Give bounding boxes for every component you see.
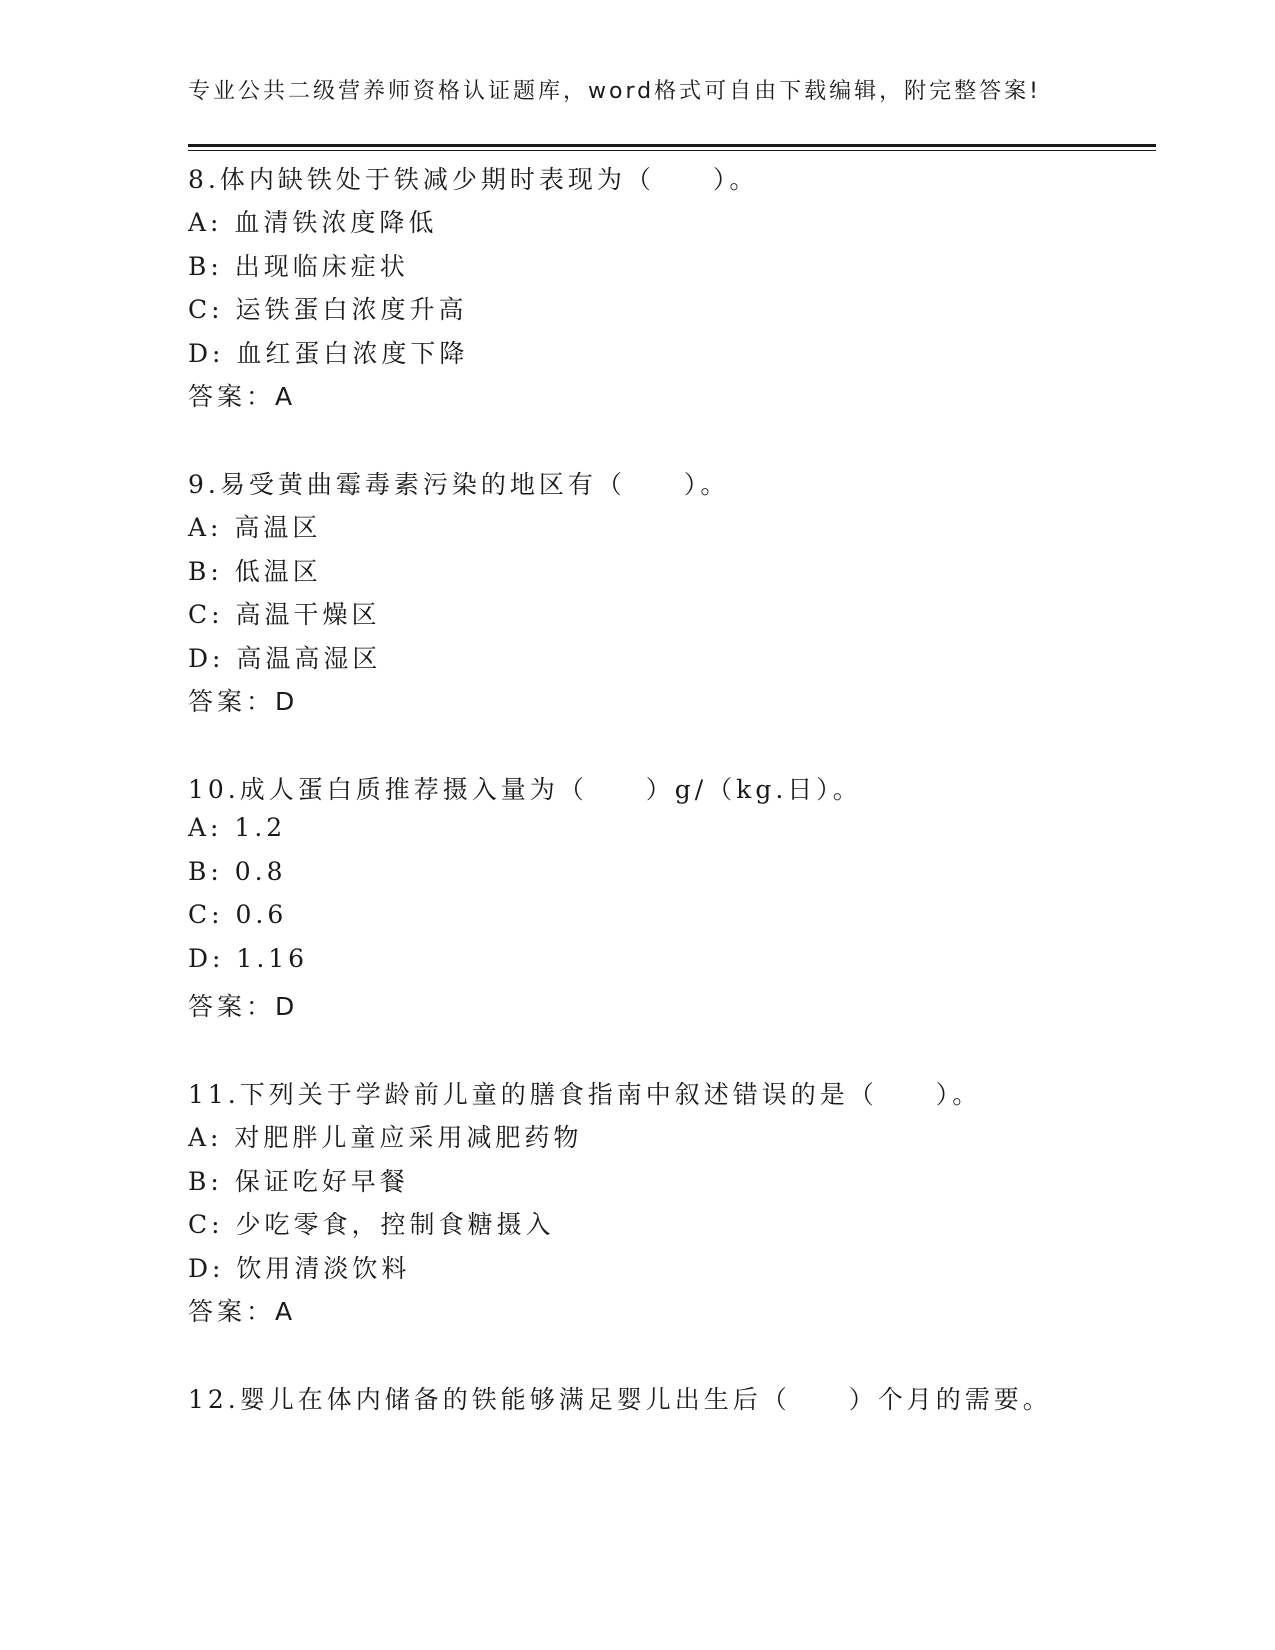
question-10-stem: 10.成人蛋白质推荐摄入量为（ ）g/（kg.日）。 xyxy=(188,775,862,804)
question-9-option-d: D: 高温高湿区 xyxy=(188,644,382,673)
question-8-option-c: C: 运铁蛋白浓度升高 xyxy=(188,295,468,324)
question-9-option-a: A: 高温区 xyxy=(188,513,322,542)
question-8-option-a: A: 血清铁浓度降低 xyxy=(188,208,438,237)
question-11-option-a: A: 对肥胖儿童应采用减肥药物 xyxy=(188,1123,583,1152)
question-9-option-c: C: 高温干燥区 xyxy=(188,600,381,629)
question-10-option-c: C: 0.6 xyxy=(188,900,288,929)
question-10-answer: 答案：D xyxy=(188,992,299,1021)
question-8-option-b: B: 出现临床症状 xyxy=(188,252,409,281)
question-9-option-b: B: 低温区 xyxy=(188,557,322,586)
question-8-stem: 8.体内缺铁处于铁减少期时表现为（ ）。 xyxy=(188,165,759,194)
question-10-option-b: B: 0.8 xyxy=(188,857,287,886)
question-11-stem: 11.下列关于学龄前儿童的膳食指南中叙述错误的是（ ）。 xyxy=(188,1080,982,1109)
question-11-option-d: D: 饮用清淡饮料 xyxy=(188,1254,411,1283)
question-8-answer: 答案：A xyxy=(188,382,297,411)
question-9-stem: 9.易受黄曲霉毒素污染的地区有（ ）。 xyxy=(188,470,730,499)
page-header: 专业公共二级营养师资格认证题库，word格式可自由下载编辑，附完整答案! xyxy=(188,79,1041,104)
question-9-answer: 答案：D xyxy=(188,687,299,716)
question-8-option-d: D: 血红蛋白浓度下降 xyxy=(188,339,469,368)
question-10-option-d: D: 1.16 xyxy=(188,944,309,973)
header-rule-thick xyxy=(188,144,1156,147)
header-rule-thin xyxy=(188,150,1156,151)
question-12-stem: 12.婴儿在体内储备的铁能够满足婴儿出生后（ ）个月的需要。 xyxy=(188,1385,1052,1414)
question-11-option-c: C: 少吃零食，控制食糖摄入 xyxy=(188,1210,555,1239)
question-11-option-b: B: 保证吃好早餐 xyxy=(188,1167,409,1196)
question-10-option-a: A: 1.2 xyxy=(188,813,287,842)
question-11-answer: 答案：A xyxy=(188,1297,297,1326)
